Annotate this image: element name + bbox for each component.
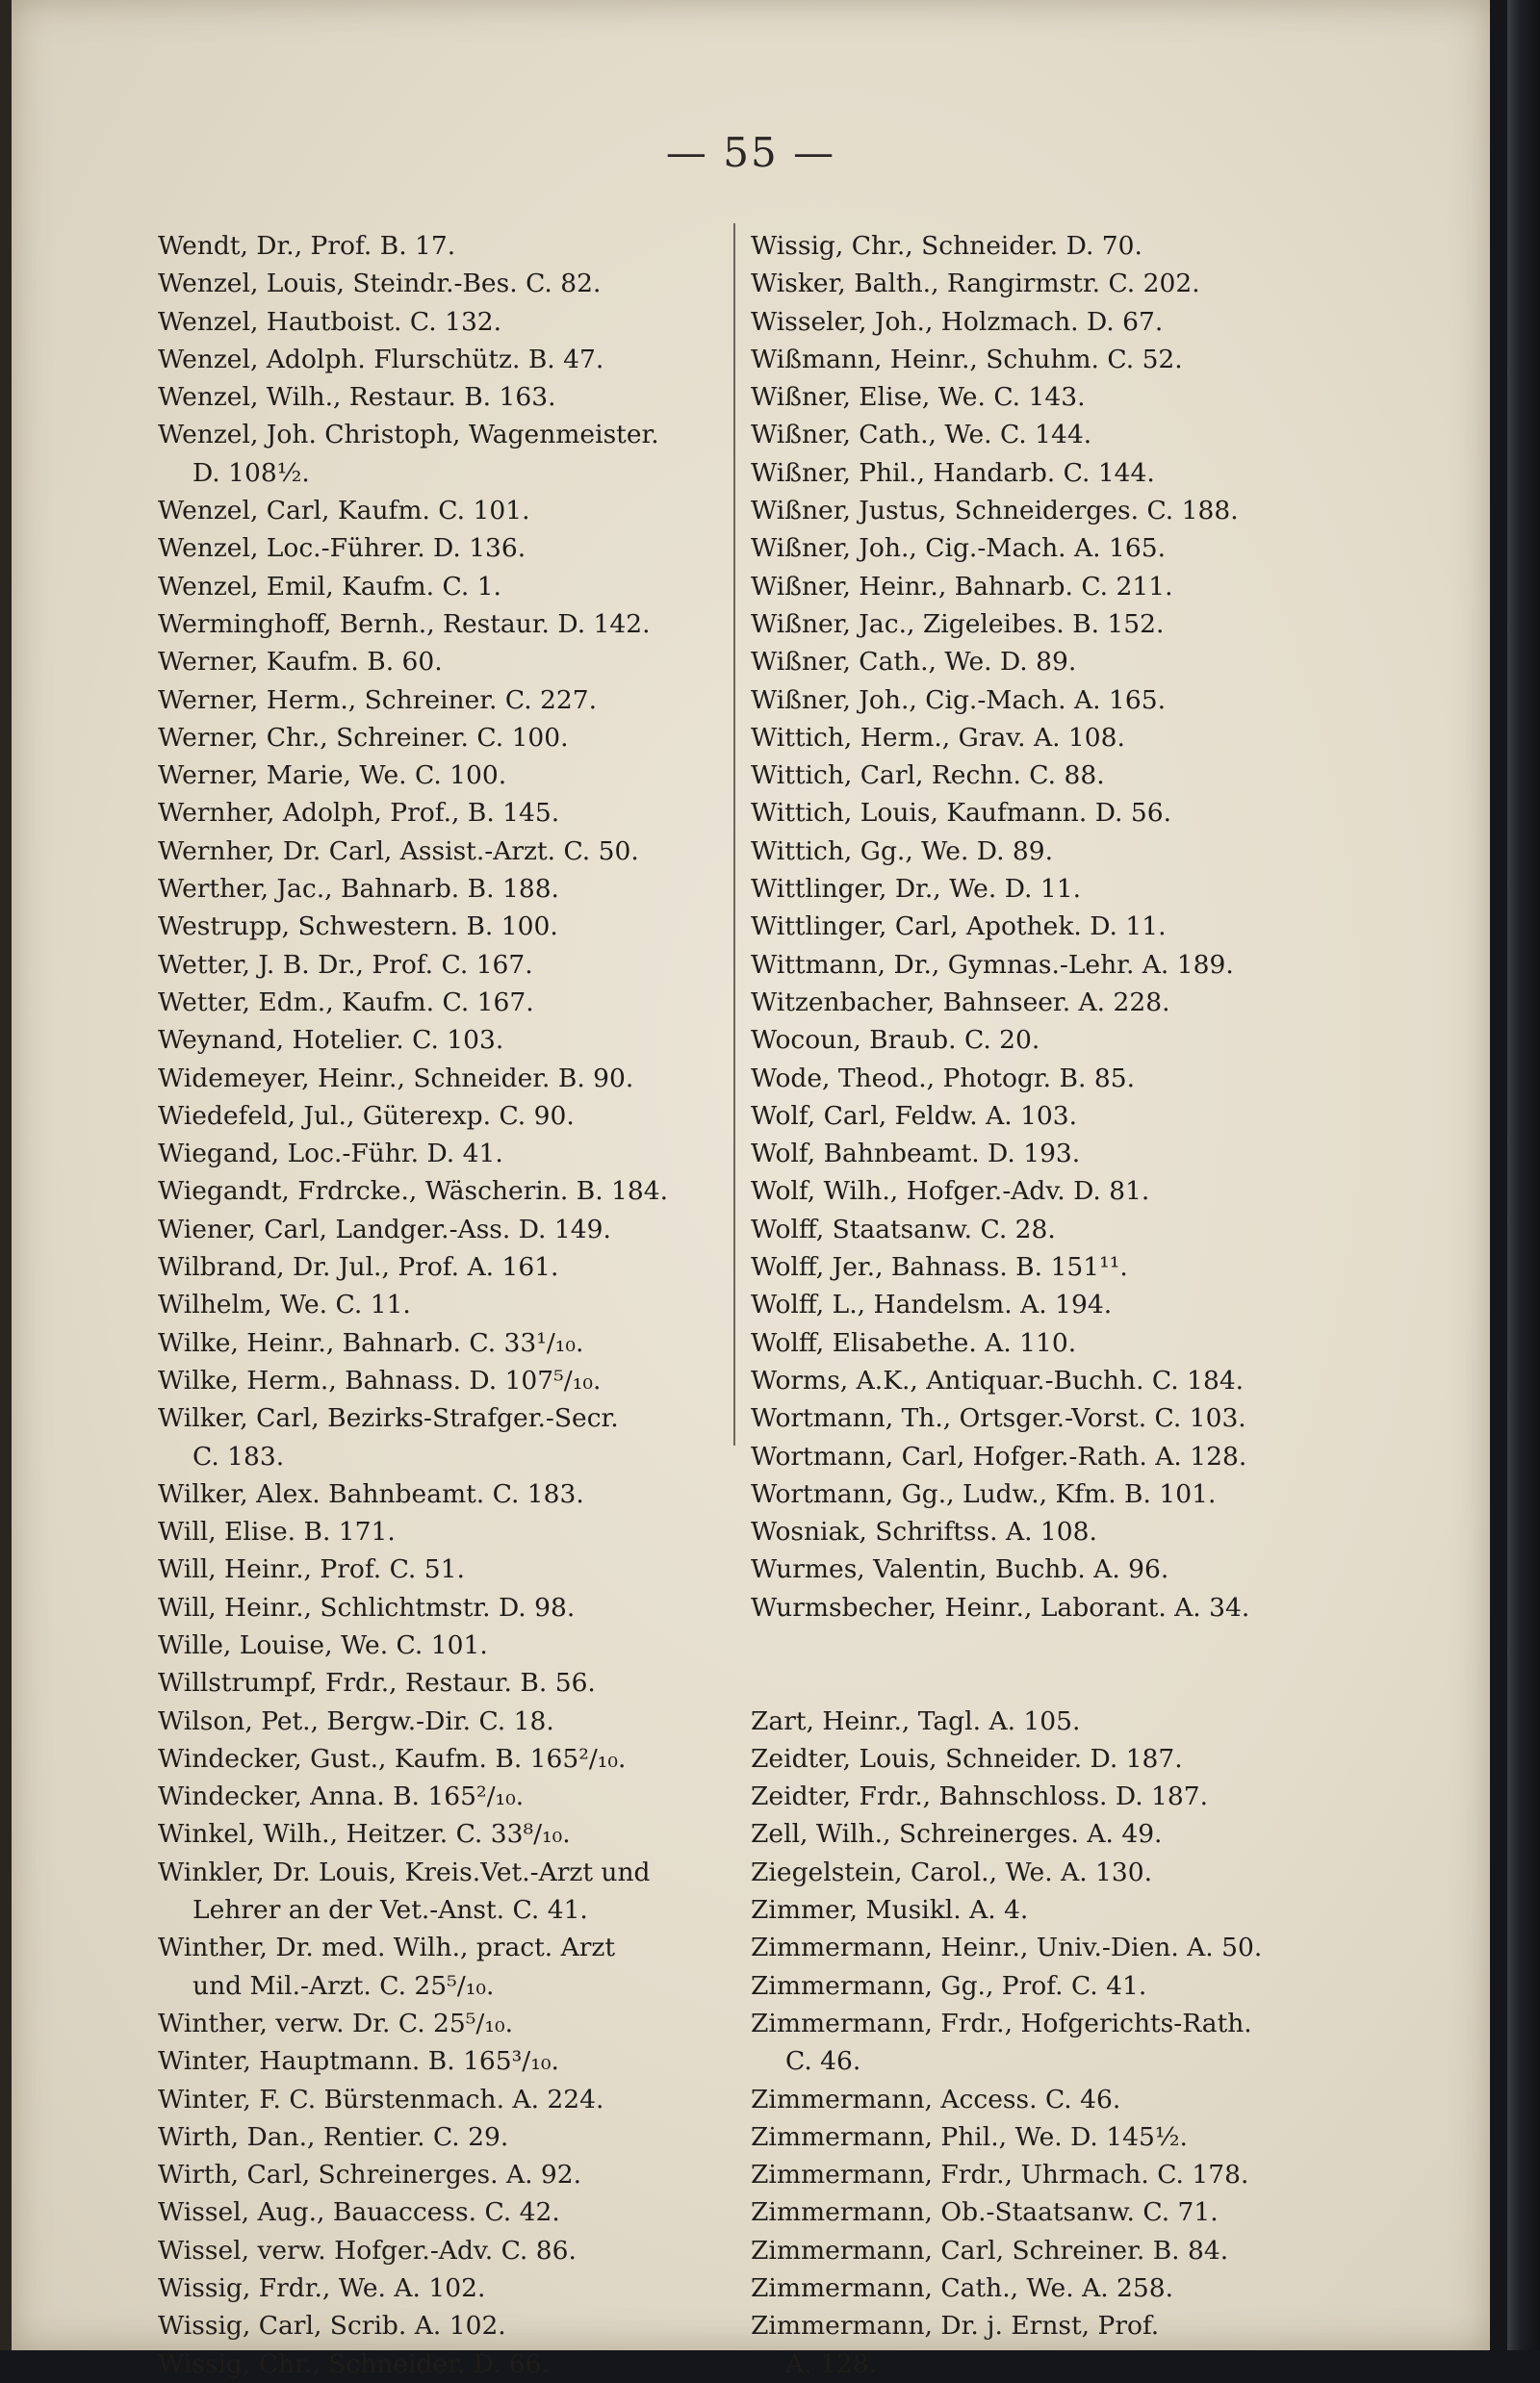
- directory-entry: Wißmann, Heinr., Schuhm. C. 52.: [751, 344, 1183, 374]
- directory-entry: Wissel, Aug., Bauaccess. C. 42.: [158, 2197, 560, 2228]
- directory-entry: Zimmermann, Dr. j. Ernst, Prof.: [751, 2311, 1160, 2342]
- directory-entry: Wisseler, Joh., Holzmach. D. 67.: [751, 306, 1164, 337]
- directory-entry: Wolff, Jer., Bahnass. B. 151¹¹.: [751, 1252, 1128, 1283]
- directory-entry: Windecker, Anna. B. 165²/₁₀.: [158, 1781, 525, 1812]
- directory-entry: Willstrumpf, Frdr., Restaur. B. 56.: [158, 1668, 596, 1699]
- directory-entry: Wilke, Herm., Bahnass. D. 107⁵/₁₀.: [158, 1365, 602, 1396]
- directory-entry: Wolf, Carl, Feldw. A. 103.: [751, 1100, 1078, 1131]
- directory-entry: Wittlinger, Carl, Apothek. D. 11.: [751, 911, 1167, 942]
- directory-entry: Wissig, Frdr., We. A. 102.: [158, 2273, 486, 2304]
- directory-entry: Widemeyer, Heinr., Schneider. B. 90.: [158, 1063, 634, 1093]
- directory-entry: Zimmermann, Cath., We. A. 258.: [751, 2273, 1174, 2304]
- directory-entry: Wisker, Balth., Rangirmstr. C. 202.: [751, 269, 1200, 299]
- directory-entry: Wolf, Wilh., Hofger.-Adv. D. 81.: [751, 1176, 1150, 1207]
- directory-entry: Wurmsbecher, Heinr., Laborant. A. 34.: [751, 1592, 1250, 1623]
- directory-entry: Wenzel, Adolph. Flurschütz. B. 47.: [158, 344, 604, 374]
- directory-entry: Zimmermann, Carl, Schreiner. B. 84.: [751, 2235, 1229, 2266]
- directory-entry: Wißner, Joh., Cig.-Mach. A. 165.: [751, 533, 1166, 564]
- directory-entry: C. 46.: [785, 2046, 861, 2077]
- directory-entry: Wolff, L., Handelsm. A. 194.: [751, 1290, 1113, 1320]
- directory-entry: Winther, Dr. med. Wilh., pract. Arzt: [158, 1933, 616, 1963]
- directory-entry: Will, Elise. B. 171.: [158, 1517, 396, 1548]
- directory-entry: Werminghoff, Bernh., Restaur. D. 142.: [158, 608, 651, 639]
- book-cover-edge-left: [0, 0, 12, 2350]
- directory-entry: Worms, A.K., Antiquar.-Buchh. C. 184.: [751, 1365, 1245, 1396]
- directory-entry: A. 128.: [785, 2348, 877, 2379]
- directory-entry: Wernher, Adolph, Prof., B. 145.: [158, 798, 560, 829]
- directory-entry: Wortmann, Th., Ortsger.-Vorst. C. 103.: [751, 1403, 1246, 1434]
- directory-entry: Wilker, Alex. Bahnbeamt. C. 183.: [158, 1478, 584, 1509]
- directory-entry: Werner, Chr., Schreiner. C. 100.: [158, 722, 569, 753]
- directory-entry: Wenzel, Hautboist. C. 132.: [158, 306, 502, 337]
- directory-entry: Wille, Louise, We. C. 101.: [158, 1629, 488, 1660]
- directory-entry: Will, Heinr., Prof. C. 51.: [158, 1554, 465, 1585]
- directory-entry: Wiener, Carl, Landger.-Ass. D. 149.: [158, 1214, 611, 1244]
- directory-entry: Wendt, Dr., Prof. B. 17.: [158, 231, 456, 261]
- directory-entry: Wosniak, Schriftss. A. 108.: [751, 1517, 1097, 1548]
- directory-entry: Werner, Kaufm. B. 60.: [158, 647, 443, 678]
- directory-entry: Wolff, Elisabethe. A. 110.: [751, 1327, 1077, 1358]
- directory-entry: Winter, Hauptmann. B. 165³/₁₀.: [158, 2046, 559, 2077]
- directory-entry: C. 183.: [192, 1441, 285, 1472]
- directory-entry: Wirth, Carl, Schreinerges. A. 92.: [158, 2160, 582, 2191]
- directory-entry: Wenzel, Loc.-Führer. D. 136.: [158, 533, 526, 564]
- directory-entry: Witzenbacher, Bahnseer. A. 228.: [751, 987, 1170, 1017]
- directory-entry: Wiegand, Loc.-Führ. D. 41.: [158, 1139, 503, 1169]
- directory-entry: Wißner, Jac., Zigeleibes. B. 152.: [751, 608, 1165, 639]
- directory-entry: Will, Heinr., Schlichtmstr. D. 98.: [158, 1592, 576, 1623]
- section-gap: [751, 1627, 1348, 1703]
- directory-entry: Zimmer, Musikl. A. 4.: [751, 1895, 1029, 1926]
- directory-entry: Wiedefeld, Jul., Güterexp. C. 90.: [158, 1100, 575, 1131]
- directory-entry: D. 108½.: [192, 457, 310, 488]
- directory-column-left: [158, 227, 722, 2383]
- directory-entry: Wittmann, Dr., Gymnas.-Lehr. A. 189.: [751, 949, 1234, 980]
- directory-entry: Wilbrand, Dr. Jul., Prof. A. 161.: [158, 1252, 559, 1283]
- directory-entry: Zimmermann, Frdr., Hofgerichts-Rath.: [751, 2008, 1252, 2038]
- directory-entry: Winkler, Dr. Louis, Kreis.Vet.-Arzt und: [158, 1857, 651, 1887]
- directory-entry: Wilhelm, We. C. 11.: [158, 1290, 411, 1320]
- directory-entry: und Mil.-Arzt. C. 25⁵/₁₀.: [192, 1970, 495, 2001]
- directory-entry: Wissig, Chr., Schneider. D. 70.: [751, 231, 1142, 261]
- directory-entry: Zimmermann, Phil., We. D. 145½.: [751, 2121, 1188, 2152]
- directory-entry: Wiegandt, Frdrcke., Wäscherin. B. 184.: [158, 1176, 669, 1207]
- directory-entry: Wittich, Louis, Kaufmann. D. 56.: [751, 798, 1171, 829]
- directory-entry: Zimmermann, Gg., Prof. C. 41.: [751, 1970, 1147, 2001]
- directory-entry: Wetter, J. B. Dr., Prof. C. 167.: [158, 949, 533, 980]
- directory-entry: Wurmes, Valentin, Buchb. A. 96.: [751, 1554, 1169, 1585]
- directory-entry: Wissig, Chr., Schneider. D. 66.: [158, 2348, 550, 2379]
- directory-entry: Wilson, Pet., Bergw.-Dir. C. 18.: [158, 1705, 554, 1736]
- directory-entry: Wenzel, Carl, Kaufm. C. 101.: [158, 496, 530, 526]
- directory-entry: Zimmermann, Ob.-Staatsanw. C. 71.: [751, 2197, 1219, 2228]
- directory-entry: Werner, Herm., Schreiner. C. 227.: [158, 684, 598, 715]
- directory-entry: Wilker, Carl, Bezirks-Strafger.-Secr.: [158, 1403, 619, 1434]
- column-divider: [733, 223, 735, 1446]
- directory-entry: Wittlinger, Dr., We. D. 11.: [751, 874, 1081, 905]
- directory-entry: Wilke, Heinr., Bahnarb. C. 33¹/₁₀.: [158, 1327, 584, 1358]
- directory-entry: Wißner, Cath., We. D. 89.: [751, 647, 1077, 678]
- directory-entry: Zart, Heinr., Tagl. A. 105.: [751, 1705, 1081, 1736]
- directory-entry: Winther, verw. Dr. C. 25⁵/₁₀.: [158, 2008, 513, 2038]
- directory-entry: Zimmermann, Access. C. 46.: [751, 2084, 1121, 2114]
- directory-entry: Wortmann, Carl, Hofger.-Rath. A. 128.: [751, 1441, 1247, 1472]
- directory-entry: Zimmermann, Frdr., Uhrmach. C. 178.: [751, 2160, 1249, 2191]
- directory-entry: Werner, Marie, We. C. 100.: [158, 760, 507, 791]
- directory-entry: Ziegelstein, Carol., We. A. 130.: [751, 1857, 1153, 1887]
- directory-entry: Zeidter, Frdr., Bahnschloss. D. 187.: [751, 1781, 1209, 1812]
- directory-entry: Wolf, Bahnbeamt. D. 193.: [751, 1139, 1081, 1169]
- directory-entry: Weynand, Hotelier. C. 103.: [158, 1025, 504, 1056]
- directory-entry: Wittich, Gg., We. D. 89.: [751, 835, 1054, 866]
- directory-entry: Wernher, Dr. Carl, Assist.-Arzt. C. 50.: [158, 835, 639, 866]
- directory-entry: Zell, Wilh., Schreinerges. A. 49.: [751, 1819, 1163, 1850]
- directory-entry: Zimmermann, Heinr., Univ.-Dien. A. 50.: [751, 1933, 1263, 1963]
- directory-entry: Wißner, Joh., Cig.-Mach. A. 165.: [751, 684, 1166, 715]
- directory-column-right: [751, 227, 1348, 2383]
- directory-entry: Winter, F. C. Bürstenmach. A. 224.: [158, 2084, 604, 2114]
- directory-entry: Wetter, Edm., Kaufm. C. 167.: [158, 987, 534, 1017]
- directory-entry: Lehrer an der Vet.-Anst. C. 41.: [192, 1895, 588, 1926]
- directory-entry: Wißner, Elise, We. C. 143.: [751, 382, 1086, 413]
- directory-entry: Wenzel, Joh. Christoph, Wagenmeister.: [158, 420, 659, 450]
- directory-entry: Wißner, Justus, Schneiderges. C. 188.: [751, 496, 1239, 526]
- directory-entry: Wirth, Dan., Rentier. C. 29.: [158, 2121, 509, 2152]
- directory-entry: Wißner, Cath., We. C. 144.: [751, 420, 1092, 450]
- directory-entry: Wenzel, Emil, Kaufm. C. 1.: [158, 571, 501, 602]
- directory-entry: Wittich, Carl, Rechn. C. 88.: [751, 760, 1105, 791]
- directory-entry: Wittich, Herm., Grav. A. 108.: [751, 722, 1125, 753]
- directory-entry: Wenzel, Louis, Steindr.-Bes. C. 82.: [158, 269, 602, 299]
- page-number: — 55 —: [665, 129, 836, 176]
- directory-entry: Werther, Jac., Bahnarb. B. 188.: [158, 874, 559, 905]
- directory-entry: Wocoun, Braub. C. 20.: [751, 1025, 1040, 1056]
- directory-entry: Zeidter, Louis, Schneider. D. 187.: [751, 1743, 1183, 1774]
- directory-entry: Wißner, Heinr., Bahnarb. C. 211.: [751, 571, 1173, 602]
- directory-entry: Wortmann, Gg., Ludw., Kfm. B. 101.: [751, 1478, 1217, 1509]
- directory-entry: Winkel, Wilh., Heitzer. C. 33⁸/₁₀.: [158, 1819, 571, 1850]
- directory-entry: Wissel, verw. Hofger.-Adv. C. 86.: [158, 2235, 577, 2266]
- directory-entry: Wolff, Staatsanw. C. 28.: [751, 1214, 1056, 1244]
- directory-entry: Wenzel, Wilh., Restaur. B. 163.: [158, 382, 556, 413]
- directory-entry: Wissig, Carl, Scrib. A. 102.: [158, 2311, 506, 2342]
- book-cover-edge-right: [1507, 0, 1540, 2350]
- book-page: [12, 0, 1490, 2379]
- directory-entry: Windecker, Gust., Kaufm. B. 165²/₁₀.: [158, 1743, 627, 1774]
- directory-entry: Wode, Theod., Photogr. B. 85.: [751, 1063, 1135, 1093]
- directory-entry: Westrupp, Schwestern. B. 100.: [158, 911, 558, 942]
- directory-entry: Wißner, Phil., Handarb. C. 144.: [751, 457, 1155, 488]
